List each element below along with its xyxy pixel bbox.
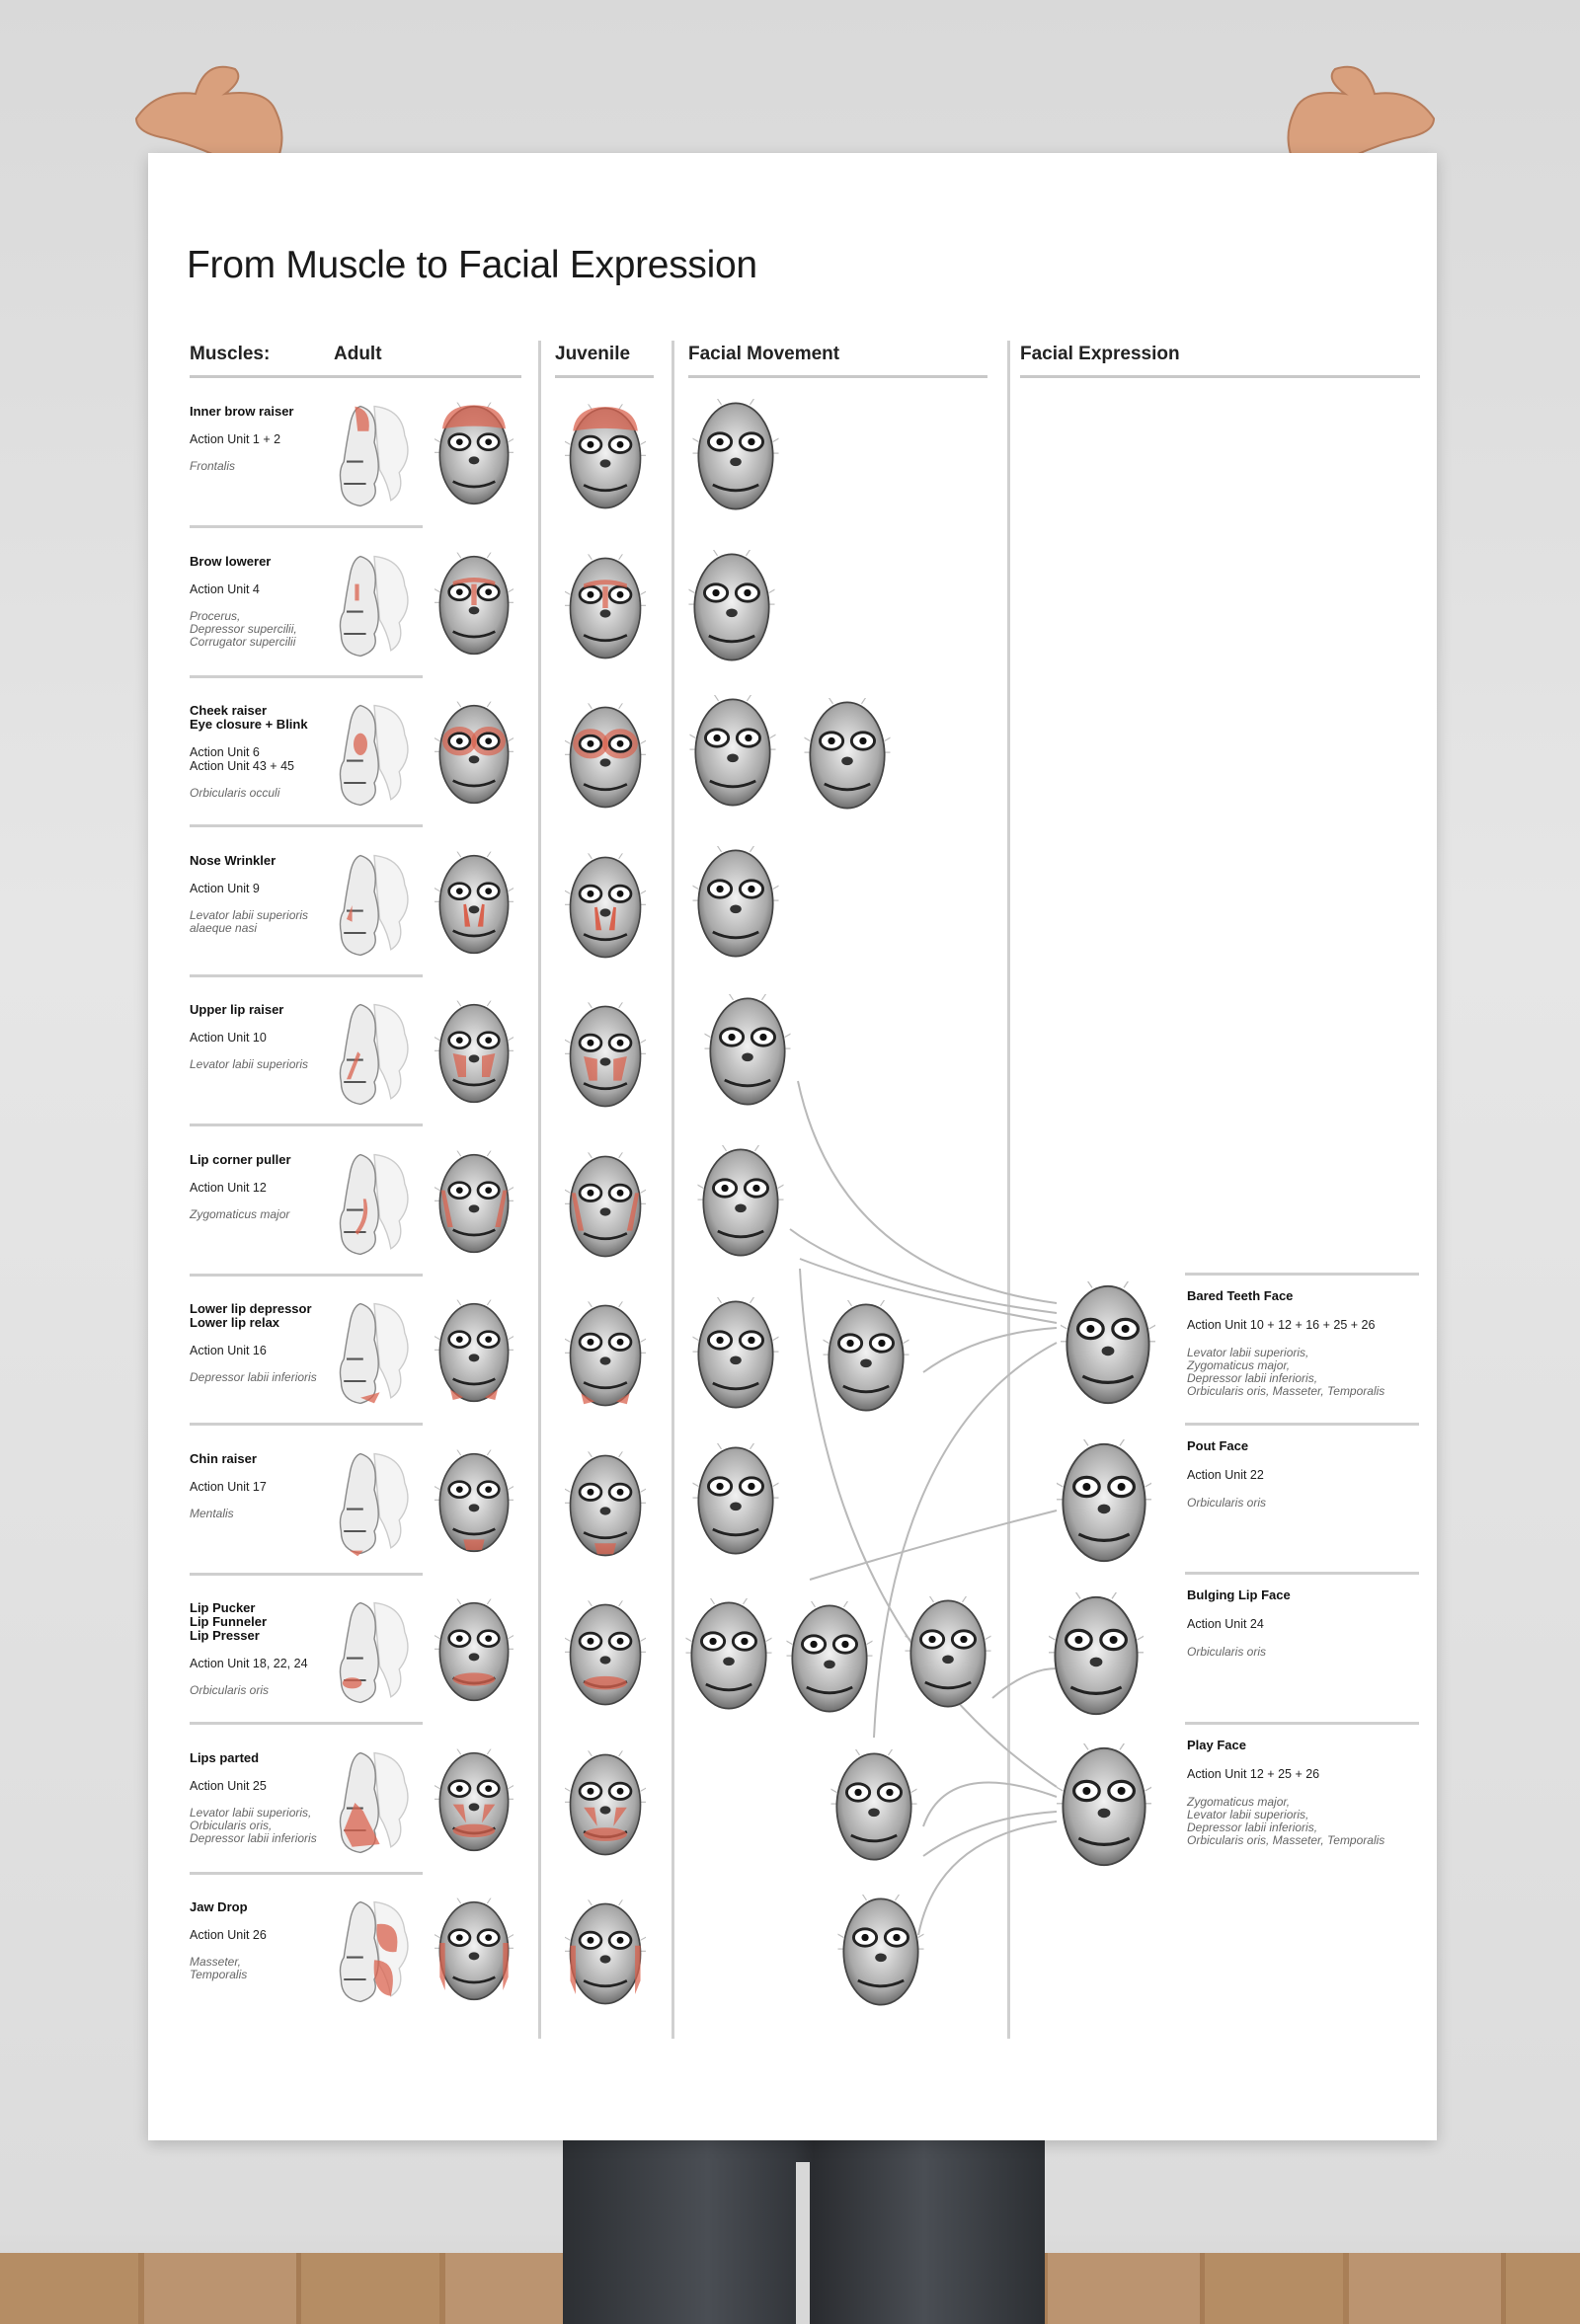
row-muscle-list: Levator labii superioris, Orbicularis oris, Depressor labii inferioris xyxy=(190,1805,317,1845)
adult-side-face-illustration xyxy=(333,1893,416,2011)
row-muscle-list: Orbicularis occuli xyxy=(190,786,280,800)
facial-movement-photo xyxy=(703,994,792,1109)
facial-movement-photo xyxy=(830,1749,918,1864)
row-action-unit: Action Unit 4 xyxy=(190,581,260,596)
row-muscle-name: Nose Wrinkler xyxy=(190,852,276,868)
row-action-unit: Action Unit 1 + 2 xyxy=(190,432,281,446)
adult-side-face-illustration xyxy=(333,397,416,515)
facial-movement-photo xyxy=(691,1297,780,1412)
row-divider xyxy=(190,1722,423,1725)
adult-side-face-illustration xyxy=(333,1444,416,1563)
row-muscle-list: Frontalis xyxy=(190,459,236,473)
juvenile-face-illustration xyxy=(565,852,646,963)
row-muscle-list: Mentalis xyxy=(190,1506,234,1520)
adult-front-face-illustration xyxy=(434,1743,514,1860)
adult-side-face-illustration xyxy=(333,696,416,814)
row-muscle-name: Lips parted xyxy=(190,1749,260,1765)
facial-movement-photo xyxy=(803,698,892,813)
juvenile-face-illustration xyxy=(565,1599,646,1710)
juvenile-face-illustration xyxy=(565,1001,646,1112)
facial-movement-photo xyxy=(836,1895,925,2009)
adult-side-face-illustration xyxy=(333,1593,416,1712)
facial-movement-photo xyxy=(696,1145,785,1260)
adult-side-face-illustration xyxy=(333,1743,416,1862)
adult-front-face-illustration xyxy=(434,1444,514,1561)
juvenile-face-illustration xyxy=(565,1898,646,2009)
juvenile-face-illustration xyxy=(565,1300,646,1411)
row-muscle-name: Inner brow raiser xyxy=(190,404,294,419)
adult-front-face-illustration xyxy=(434,1893,514,2009)
expression-muscle-list: Zygomaticus major, Levator labii superioris, Depressor labii inferioris, Orbicularis oris, Masseter, Temporalis xyxy=(1187,1794,1385,1847)
juvenile-face-illustration xyxy=(565,553,646,663)
row-divider xyxy=(190,974,423,977)
header-muscles: Muscles: xyxy=(190,344,271,364)
facial-movement-photo xyxy=(904,1596,992,1711)
expression-action-unit: Action Unit 24 xyxy=(1187,1617,1264,1631)
facial-expression-photo xyxy=(1055,1743,1153,1870)
row-muscle-list: Procerus, Depressor supercilii, Corrugator supercilii xyxy=(190,608,297,649)
header-facial-expression: Facial Expression xyxy=(1020,344,1180,364)
row-divider xyxy=(190,525,423,528)
row-action-unit: Action Unit 12 xyxy=(190,1180,267,1195)
row-muscle-name: Brow lowerer xyxy=(190,553,272,569)
connection-curve xyxy=(798,1081,1057,1303)
expression-muscle-list: Orbicularis oris xyxy=(1187,1495,1267,1510)
facial-movement-photo xyxy=(691,399,780,513)
adult-front-face-illustration xyxy=(434,1294,514,1411)
adult-side-face-illustration xyxy=(333,846,416,965)
expression-divider xyxy=(1185,1572,1419,1575)
facial-expression-photo xyxy=(1059,1281,1157,1408)
row-muscle-list: Levator labii superioris xyxy=(190,1057,309,1071)
row-muscle-name: Upper lip raiser xyxy=(190,1002,284,1017)
adult-front-face-illustration xyxy=(434,1593,514,1710)
row-muscle-name: Lip corner puller xyxy=(190,1151,291,1167)
row-divider xyxy=(190,1573,423,1576)
adult-front-face-illustration xyxy=(434,1145,514,1262)
juvenile-face-illustration xyxy=(565,702,646,813)
expression-name: Play Face xyxy=(1187,1737,1246,1752)
row-divider xyxy=(190,1423,423,1426)
expression-action-unit: Action Unit 22 xyxy=(1187,1467,1264,1482)
expression-muscle-list: Levator labii superioris, Zygomaticus major, Depressor labii inferioris, Orbicularis oris, Masseter, Temporalis xyxy=(1187,1346,1385,1398)
adult-front-face-illustration xyxy=(434,397,514,513)
header-juvenile: Juvenile xyxy=(555,344,631,364)
row-divider xyxy=(190,1872,423,1875)
adult-side-face-illustration xyxy=(333,995,416,1114)
facial-expression-photo xyxy=(1055,1439,1153,1566)
facial-expression-photo xyxy=(1047,1592,1146,1719)
facial-movement-photo xyxy=(687,550,776,664)
adult-front-face-illustration xyxy=(434,696,514,813)
expression-name: Bared Teeth Face xyxy=(1187,1288,1294,1303)
row-divider xyxy=(190,824,423,827)
row-muscle-list: Levator labii superioris alaeque nasi xyxy=(190,907,309,935)
row-action-unit: Action Unit 16 xyxy=(190,1344,267,1357)
row-action-unit: Action Unit 18, 22, 24 xyxy=(190,1657,308,1670)
juvenile-face-illustration xyxy=(565,1151,646,1262)
expression-muscle-list: Orbicularis oris xyxy=(1187,1645,1267,1659)
connection-curve xyxy=(810,1511,1057,1580)
expression-divider xyxy=(1185,1722,1419,1725)
facial-movement-photo xyxy=(822,1300,910,1415)
adult-front-face-illustration xyxy=(434,995,514,1112)
expression-action-unit: Action Unit 10 + 12 + 16 + 25 + 26 xyxy=(1187,1318,1376,1332)
facial-movement-photo xyxy=(691,846,780,961)
row-divider xyxy=(190,1123,423,1126)
expression-name: Bulging Lip Face xyxy=(1187,1588,1291,1602)
adult-front-face-illustration xyxy=(434,547,514,663)
row-divider xyxy=(190,1274,423,1277)
adult-side-face-illustration xyxy=(333,1294,416,1413)
expression-divider xyxy=(1185,1423,1419,1426)
juvenile-face-illustration xyxy=(565,1450,646,1561)
row-action-unit: Action Unit 26 xyxy=(190,1928,267,1942)
facial-movement-photo xyxy=(691,1443,780,1558)
header-adult: Adult xyxy=(334,344,382,364)
row-muscle-name: Jaw Drop xyxy=(190,1899,248,1914)
connection-curve xyxy=(923,1782,1057,1826)
row-divider xyxy=(190,675,423,678)
header-facial-movement: Facial Movement xyxy=(688,344,840,364)
row-muscle-name: Lip Pucker Lip Funneler Lip Presser xyxy=(190,1600,267,1643)
expression-action-unit: Action Unit 12 + 25 + 26 xyxy=(1187,1766,1320,1781)
row-muscle-list: Depressor labii inferioris xyxy=(190,1370,317,1384)
expression-name: Pout Face xyxy=(1187,1437,1249,1453)
row-action-unit: Action Unit 25 xyxy=(190,1778,267,1793)
row-muscle-list: Masseter, Temporalis xyxy=(190,1955,248,1981)
row-muscle-list: Zygomaticus major xyxy=(190,1206,290,1221)
connection-curve xyxy=(923,1812,1057,1856)
facial-movement-photo xyxy=(785,1601,874,1716)
page-title: From Muscle to Facial Expression xyxy=(187,244,757,286)
row-muscle-name: Chin raiser xyxy=(190,1450,257,1466)
row-action-unit: Action Unit 10 xyxy=(190,1031,267,1045)
adult-side-face-illustration xyxy=(333,1145,416,1264)
juvenile-face-illustration xyxy=(565,403,646,513)
row-action-unit: Action Unit 6 Action Unit 43 + 45 xyxy=(190,745,294,773)
row-muscle-name: Cheek raiser Eye closure + Blink xyxy=(190,703,308,732)
facial-movement-photo xyxy=(688,695,777,810)
row-muscle-list: Orbicularis oris xyxy=(190,1683,270,1697)
adult-side-face-illustration xyxy=(333,547,416,665)
row-action-unit: Action Unit 9 xyxy=(190,881,260,895)
row-action-unit: Action Unit 17 xyxy=(190,1479,267,1494)
connection-curve xyxy=(923,1328,1057,1372)
row-muscle-name: Lower lip depressor Lower lip relax xyxy=(190,1301,312,1330)
adult-front-face-illustration xyxy=(434,846,514,963)
juvenile-face-illustration xyxy=(565,1749,646,1860)
connection-curve xyxy=(918,1821,1057,1935)
facial-movement-photo xyxy=(684,1598,773,1713)
expression-divider xyxy=(1185,1273,1419,1276)
